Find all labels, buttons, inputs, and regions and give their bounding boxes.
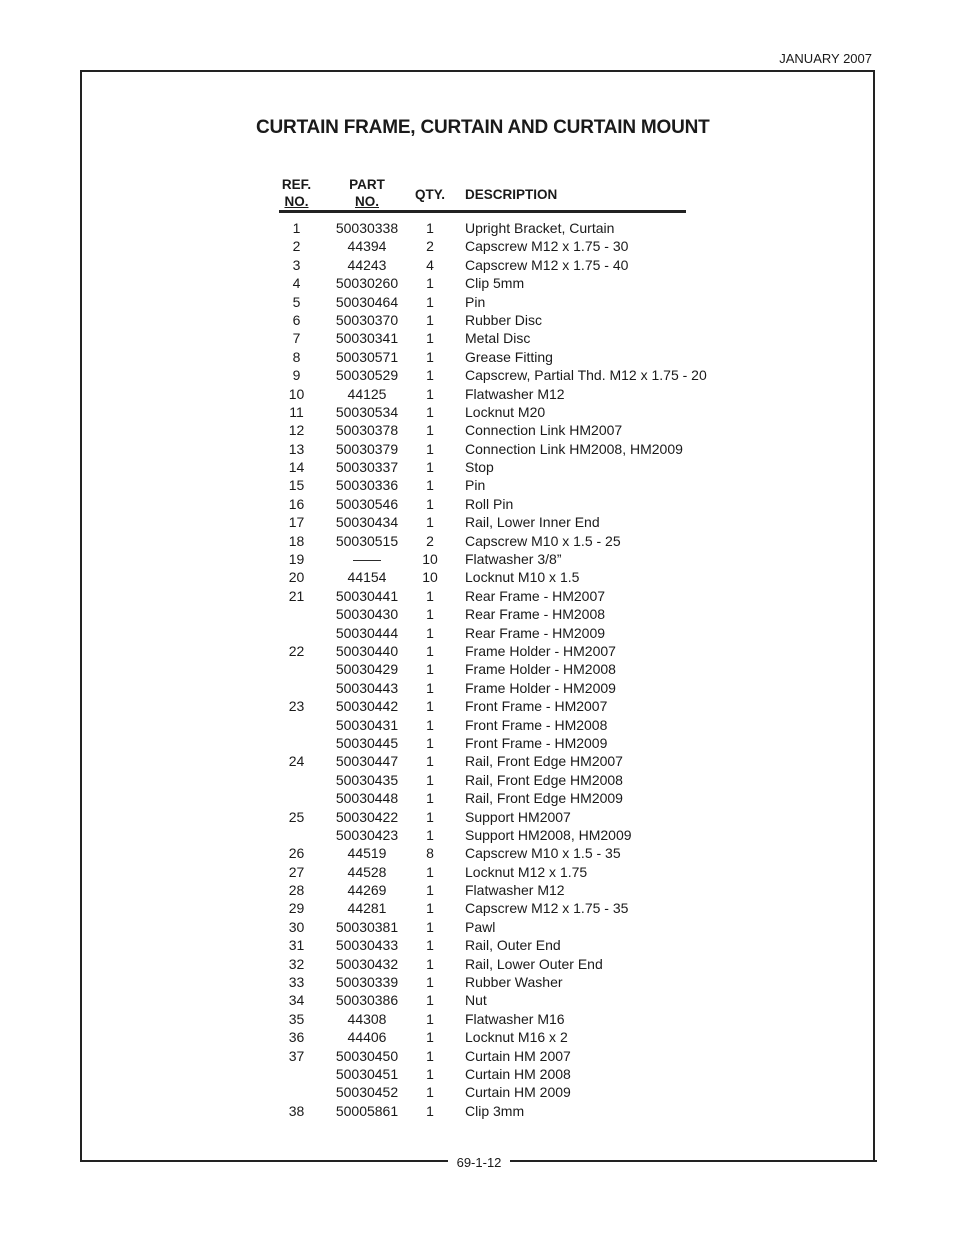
description-cell: Pawl (465, 918, 496, 935)
description-cell: Flatwasher 3/8” (465, 551, 562, 568)
part-number-cell: 50030529 (335, 367, 399, 384)
ref-cell: 26 (288, 845, 305, 862)
qty-cell: 10 (422, 551, 438, 568)
description-cell: Rubber Washer (465, 974, 563, 991)
qty-cell: 1 (426, 734, 434, 751)
table-row (279, 735, 699, 753)
qty-cell: 1 (426, 459, 434, 476)
ref-cell: 32 (288, 955, 305, 972)
qty-cell: 1 (426, 220, 434, 236)
description-cell: Connection Link HM2008, HM2009 (465, 440, 683, 457)
description-cell: Frame Holder - HM2009 (465, 679, 616, 696)
part-number-cell: 50030451 (335, 1065, 399, 1082)
table-row (279, 937, 699, 955)
qty-cell: 1 (426, 330, 434, 347)
qty-cell: 1 (426, 495, 434, 512)
qty-cell: 1 (426, 937, 434, 954)
ref-cell: 9 (292, 367, 301, 384)
table-row (279, 680, 699, 698)
description-cell: Capscrew M12 x 1.75 - 35 (465, 900, 629, 917)
qty-cell: 1 (426, 1010, 434, 1027)
ref-cell: 24 (288, 753, 305, 770)
table-row (279, 588, 699, 606)
part-number-cell: 50030448 (335, 790, 399, 807)
description-cell: Flatwasher M16 (465, 1010, 565, 1027)
qty-cell: 1 (426, 698, 434, 715)
part-number-cell: 50030447 (335, 753, 399, 770)
description-cell: Rail, Front Edge HM2008 (465, 771, 623, 788)
ref-cell: 1 (292, 220, 301, 236)
qty-cell: 10 (422, 569, 438, 586)
qty-cell: 1 (426, 992, 434, 1009)
table-row (279, 864, 699, 882)
qty-cell: 1 (426, 348, 434, 365)
table-row (279, 275, 699, 293)
ref-cell: 21 (288, 587, 305, 604)
qty-cell: 1 (426, 477, 434, 494)
qty-cell: 1 (426, 808, 434, 825)
table-row (279, 220, 699, 238)
ref-cell: 17 (288, 514, 305, 531)
part-number-cell: 44269 (347, 882, 387, 899)
qty-cell: 1 (426, 624, 434, 641)
part-number-cell: 50030260 (335, 275, 399, 292)
description-cell: Rubber Disc (465, 311, 543, 328)
qty-cell: 1 (426, 1084, 434, 1101)
qty-cell: 1 (426, 440, 434, 457)
part-number-cell: 50030440 (335, 642, 399, 659)
part-no-header (327, 176, 407, 210)
description-cell: Front Frame - HM2009 (465, 734, 608, 751)
description-cell: Locknut M10 x 1.5 (465, 569, 580, 586)
ref-cell: 8 (292, 348, 301, 365)
table-row (279, 404, 699, 422)
part-number-cell: 44528 (347, 863, 387, 880)
description-cell: Grease Fitting (465, 348, 553, 365)
qty-cell: 1 (426, 293, 434, 310)
qty-cell: 1 (426, 863, 434, 880)
qty-cell: 1 (426, 974, 434, 991)
table-row (279, 1011, 699, 1029)
qty-cell: 2 (426, 238, 434, 255)
part-number-cell: 50030571 (335, 348, 399, 365)
part-number-cell: 50030423 (335, 826, 399, 843)
part-number-cell: 50030370 (335, 311, 399, 328)
part-number-cell: 44308 (347, 1010, 387, 1027)
part-number-cell: 50030445 (335, 734, 399, 751)
part-number-cell: 44154 (347, 569, 387, 586)
part-header-line1: PART (349, 177, 385, 192)
part-number-cell: 50030429 (335, 661, 399, 678)
qty-cell: 1 (426, 716, 434, 733)
parts-table-body (279, 220, 707, 1121)
table-row (279, 1066, 699, 1084)
description-cell: Rear Frame - HM2009 (465, 624, 606, 641)
qty-cell: 1 (426, 1029, 434, 1046)
description-cell: Connection Link HM2007 (465, 422, 623, 439)
ref-cell: 25 (288, 808, 305, 825)
description-cell: Clip 3mm (465, 1102, 525, 1119)
description-cell: Clip 5mm (465, 275, 525, 292)
description-cell: Capscrew M12 x 1.75 - 40 (465, 256, 629, 273)
qty-cell: 4 (426, 256, 434, 273)
qty-cell: 1 (426, 514, 434, 531)
ref-cell: 33 (288, 974, 305, 991)
qty-cell: 2 (426, 532, 434, 549)
description-cell: Rear Frame - HM2007 (465, 587, 606, 604)
part-number-cell: 50030434 (335, 514, 399, 531)
qty-cell: 1 (426, 587, 434, 604)
part-number-cell: 44406 (347, 1029, 387, 1046)
qty-cell: 1 (426, 661, 434, 678)
ref-cell: 11 (289, 403, 304, 420)
description-cell: Front Frame - HM2008 (465, 716, 608, 733)
ref-header-line2: NO. (284, 194, 309, 209)
ref-header-line1: REF. (281, 177, 312, 192)
ref-no-header (279, 176, 314, 210)
description-cell: Capscrew M10 x 1.5 - 25 (465, 532, 621, 549)
table-row (279, 790, 699, 808)
table-row (279, 992, 699, 1010)
part-number-cell: 50030452 (335, 1084, 399, 1101)
qty-cell: 1 (426, 275, 434, 292)
qty-header: QTY. (414, 187, 445, 202)
ref-cell: 19 (288, 551, 305, 568)
table-row (279, 717, 699, 735)
description-cell: Frame Holder - HM2007 (465, 642, 616, 659)
table-row (279, 1084, 699, 1102)
table-row (279, 625, 699, 643)
description-cell: Locknut M20 (465, 403, 546, 420)
description-cell: Curtain HM 2007 (465, 1047, 571, 1064)
qty-cell: 1 (426, 403, 434, 420)
description-cell: Capscrew, Partial Thd. M12 x 1.75 - 20 (465, 367, 707, 384)
qty-cell: 1 (426, 753, 434, 770)
qty-cell: 1 (426, 1047, 434, 1064)
table-row (279, 294, 699, 312)
ref-cell: 27 (288, 863, 305, 880)
part-number-cell: 50030515 (335, 532, 399, 549)
qty-cell: 1 (426, 311, 434, 328)
page-number: 69-1-12 (448, 1155, 510, 1170)
table-row (279, 900, 699, 918)
description-cell: Roll Pin (465, 495, 514, 512)
part-number-cell: 50030435 (335, 771, 399, 788)
part-number-cell: 44519 (347, 845, 387, 862)
table-row (279, 330, 699, 348)
qty-cell: 1 (426, 367, 434, 384)
description-cell: Locknut M12 x 1.75 (465, 863, 588, 880)
ref-cell: 31 (288, 937, 305, 954)
part-number-cell: 50030379 (335, 440, 399, 457)
description-cell: Rail, Lower Inner End (465, 514, 600, 531)
qty-cell: 1 (426, 900, 434, 917)
ref-cell: 28 (288, 882, 305, 899)
qty-cell: 1 (426, 826, 434, 843)
part-number-cell: 50030422 (335, 808, 399, 825)
table-row (279, 569, 699, 587)
ref-cell: 16 (288, 495, 305, 512)
table-row (279, 533, 699, 551)
part-number-cell: 50030464 (335, 293, 399, 310)
ref-cell: 3 (292, 256, 301, 273)
table-row (279, 459, 699, 477)
table-row (279, 312, 699, 330)
table-row (279, 386, 699, 404)
description-cell: Flatwasher M12 (465, 882, 565, 899)
qty-cell: 1 (426, 679, 434, 696)
description-cell: Pin (465, 293, 486, 310)
description-header: DESCRIPTION (465, 187, 558, 202)
table-row (279, 882, 699, 900)
description-cell: Rail, Lower Outer End (465, 955, 603, 972)
part-number-cell: 44281 (347, 900, 387, 917)
description-cell: Support HM2007 (465, 808, 571, 825)
qty-cell: 1 (426, 385, 434, 402)
description-cell: Rear Frame - HM2008 (465, 606, 606, 623)
ref-cell: 13 (288, 440, 305, 457)
part-number-cell: 50030336 (335, 477, 399, 494)
qty-cell: 1 (426, 606, 434, 623)
description-cell: Stop (465, 459, 494, 476)
part-number-cell: 44394 (347, 238, 387, 255)
table-row (279, 1048, 699, 1066)
table-row (279, 772, 699, 790)
ref-cell: 20 (288, 569, 305, 586)
qty-cell: 1 (426, 882, 434, 899)
qty-cell: 1 (426, 771, 434, 788)
ref-cell: 23 (288, 698, 305, 715)
table-row (279, 661, 699, 679)
description-cell: Flatwasher M12 (465, 385, 565, 402)
part-number-cell: 50030381 (335, 918, 399, 935)
description-cell: Frame Holder - HM2008 (465, 661, 616, 678)
table-row (279, 477, 699, 495)
table-row (279, 845, 699, 863)
part-number-cell: 50030433 (335, 937, 399, 954)
table-row (279, 367, 707, 385)
description-cell: Curtain HM 2009 (465, 1084, 571, 1101)
page-title: CURTAIN FRAME, CURTAIN AND CURTAIN MOUNT (256, 117, 710, 138)
part-number-cell: 50030441 (335, 587, 399, 604)
description-cell: Support HM2008, HM2009 (465, 826, 632, 843)
ref-cell: 14 (288, 459, 305, 476)
part-number-cell: 50030431 (335, 716, 399, 733)
ref-cell: 35 (288, 1010, 305, 1027)
table-row (279, 956, 699, 974)
ref-cell: 7 (292, 330, 301, 347)
table-row (279, 1029, 699, 1047)
table-row (279, 643, 699, 661)
part-number-cell: 50030378 (335, 422, 399, 439)
description-cell: Upright Bracket, Curtain (465, 220, 615, 236)
part-number-cell: —— (353, 551, 381, 568)
part-number-cell: 50005861 (335, 1102, 399, 1119)
qty-cell: 1 (426, 918, 434, 935)
table-row (279, 551, 699, 569)
part-number-cell: 50030339 (335, 974, 399, 991)
table-row (279, 257, 699, 275)
description-cell: Pin (465, 477, 486, 494)
ref-cell: 4 (292, 275, 301, 292)
description-cell: Capscrew M12 x 1.75 - 30 (465, 238, 629, 255)
ref-cell: 30 (288, 918, 305, 935)
ref-cell: 2 (292, 238, 301, 255)
table-row (279, 514, 699, 532)
part-number-cell: 50030430 (335, 606, 399, 623)
description-cell: Rail, Outer End (465, 937, 561, 954)
qty-cell: 1 (426, 1102, 434, 1119)
part-number-cell: 44243 (347, 256, 387, 273)
ref-cell: 6 (292, 311, 301, 328)
table-row (279, 698, 699, 716)
part-number-cell: 50030443 (335, 679, 399, 696)
table-row (279, 422, 699, 440)
table-row (279, 809, 699, 827)
qty-cell: 8 (426, 845, 434, 862)
part-header-line2: NO. (354, 194, 379, 209)
ref-cell: 12 (288, 422, 305, 439)
description-cell: Locknut M16 x 2 (465, 1029, 568, 1046)
qty-cell: 1 (426, 955, 434, 972)
description-cell: Front Frame - HM2007 (465, 698, 608, 715)
qty-cell: 1 (426, 422, 434, 439)
ref-cell: 37 (288, 1047, 305, 1064)
description-cell: Metal Disc (465, 330, 531, 347)
table-row (279, 606, 699, 624)
description-cell: Nut (465, 992, 487, 1009)
part-number-cell: 50030341 (335, 330, 399, 347)
table-row (279, 238, 699, 256)
part-number-cell: 50030386 (335, 992, 399, 1009)
part-number-cell: 50030444 (335, 624, 399, 641)
part-number-cell: 50030338 (335, 220, 399, 236)
table-row (279, 919, 699, 937)
ref-cell: 5 (292, 293, 301, 310)
ref-cell: 10 (288, 385, 305, 402)
ref-cell: 34 (288, 992, 305, 1009)
table-row (279, 496, 699, 514)
part-number-cell: 50030450 (335, 1047, 399, 1064)
qty-cell: 1 (426, 1065, 434, 1082)
table-row (279, 827, 699, 845)
description-cell: Curtain HM 2008 (465, 1065, 571, 1082)
description-cell: Capscrew M10 x 1.5 - 35 (465, 845, 621, 862)
part-number-cell: 50030432 (335, 955, 399, 972)
part-number-cell: 50030534 (335, 403, 399, 420)
description-cell: Rail, Front Edge HM2007 (465, 753, 623, 770)
part-number-cell: 50030337 (335, 459, 399, 476)
ref-cell: 22 (288, 642, 305, 659)
ref-cell: 15 (288, 477, 305, 494)
table-row (279, 441, 699, 459)
table-row (279, 974, 699, 992)
description-cell: Rail, Front Edge HM2009 (465, 790, 623, 807)
table-row (279, 753, 699, 771)
part-number-cell: 44125 (347, 385, 387, 402)
qty-cell: 1 (426, 642, 434, 659)
table-header (279, 176, 686, 213)
table-row (279, 349, 699, 367)
ref-cell: 36 (288, 1029, 305, 1046)
part-number-cell: 50030546 (335, 495, 399, 512)
part-number-cell: 50030442 (335, 698, 399, 715)
ref-cell: 38 (288, 1102, 305, 1119)
ref-cell: 29 (288, 900, 305, 917)
ref-cell: 18 (288, 532, 305, 549)
document-date: JANUARY 2007 (779, 51, 872, 66)
qty-cell: 1 (426, 790, 434, 807)
table-row (279, 1103, 699, 1121)
